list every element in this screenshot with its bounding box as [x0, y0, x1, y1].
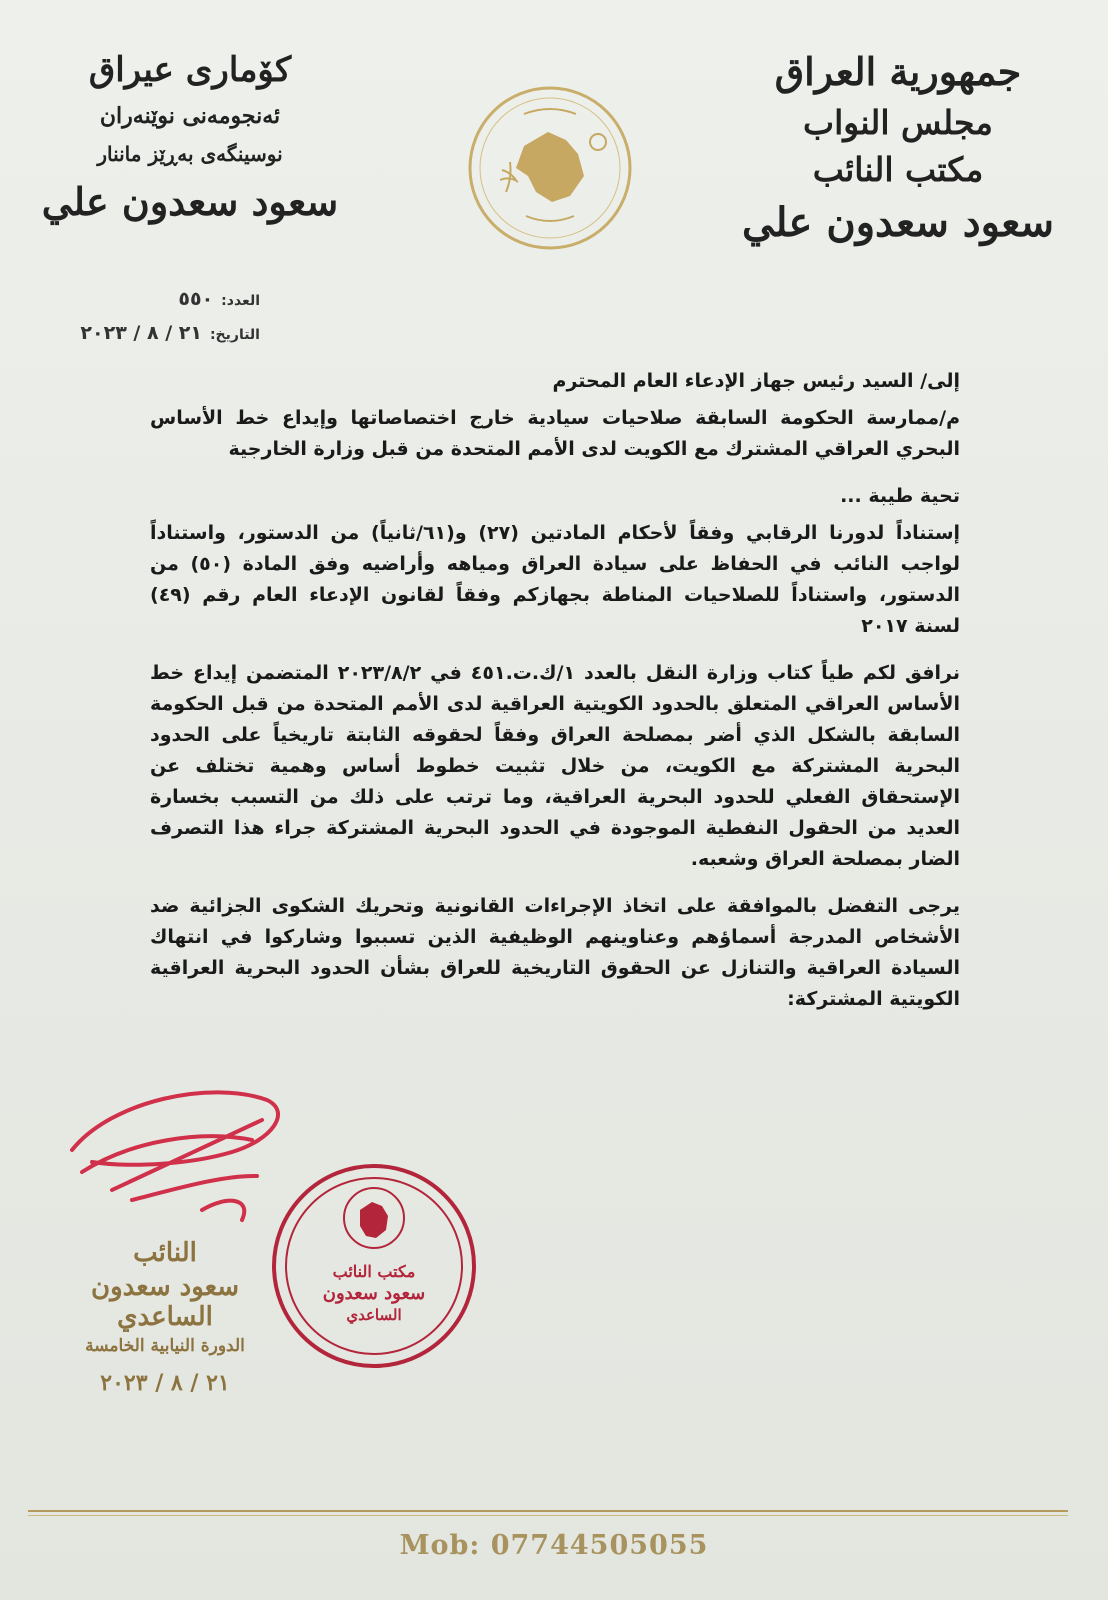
- letter-addressee: إلى/ السيد رئيس جهاز الإدعاء العام المحترم: [552, 370, 960, 392]
- letter-body: [150, 366, 960, 1031]
- iraq-parliament-emblem-icon: [466, 84, 634, 252]
- letter-paragraph-2: نرافق لكم طياً كتاب وزارة النقل بالعدد ١/ك.ت.٤٥١ في ٢٠٢٣/٨/٢ المتضمن إيداع خط الأساس العراقي المتعلق بالحدود الكويتية العراقية لدى الأمم المتحدة من قبل الحكومة السابقة بالشكل الذي أضر بمصلحة العراق وفقاً لحقوقه الثابتة تاريخياً على الحدود البحرية المشتركة مع الكويت، من خلال تثبيت خطوط أساس وهمية تختلف عن الإستحقاق الفعلي للحدود البحرية العراقية، وما ترتب على ذلك من التسبب بخسارة العديد من الحقول النفطية الموجودة في الحدود البحرية المشتركة جراء هذا التصرف الضار بمصلحة العراق وشعبه.: [150, 662, 960, 870]
- letterhead-republic: جمهورية العراق: [774, 49, 1022, 94]
- stamp-line-3: الساعدي: [346, 1306, 402, 1324]
- letter-subject: م/ممارسة الحكومة السابقة صلاحيات سيادية خارج اختصاصاتها وإيداع خط الأساس البحري العراقي المشترك مع الكويت لدى الأمم المتحدة من قبل وزارة الخارجية: [150, 407, 960, 460]
- signatory-session: الدورة النيابية الخامسة: [85, 1336, 245, 1356]
- letterhead-kurdish-mp-name: سعود سعدون علي: [41, 178, 339, 224]
- letter-paragraph-1: إستناداً لدورنا الرقابي وفقاً لأحكام المادتين (٢٧) و(٦١/ثانياً) من الدستور، واستناداً لواجب النائب في الحفاظ على سيادة العراق ومياهه وأراضيه وفق المادة (٥٠) من الدستور، واستناداً للصلاحيات المناطة بجهازكم وفقاً لقانون الإدعاء العام رقم (٤٩) لسنة ٢٠١٧: [150, 522, 961, 637]
- signature-block: [60, 1238, 270, 1396]
- stamp-line-1: مكتب النائب: [332, 1262, 416, 1281]
- signatory-title: النائب: [133, 1238, 197, 1268]
- letterhead-kurdish-office: نوسینگەی بەڕێز ماننار: [97, 141, 283, 166]
- footer-mobile-number: Mob: 07744505055: [399, 1530, 709, 1561]
- reference-number-label: العدد:: [221, 293, 260, 309]
- letterhead-arabic: [738, 48, 1058, 248]
- reference-block: [55, 288, 260, 356]
- signatory-name: سعود سعدون الساعدي: [90, 1272, 239, 1332]
- reference-date-label: التاريخ:: [209, 327, 260, 343]
- stamp-line-2: سعود سعدون: [322, 1283, 426, 1304]
- letterhead-mp-name: سعود سعدون علي: [741, 199, 1055, 246]
- stamp-text: [268, 1262, 480, 1324]
- handwritten-signature: [52, 1080, 292, 1230]
- letterhead-office: مكتب النائب: [812, 149, 984, 189]
- letter-paragraph-3: يرجى التفضل بالموافقة على اتخاذ الإجراءات القانونية وتحريك الشكوى الجزائية ضد الأشخاص المدرجة أسماؤهم وعناوينهم الوظيفية الذين تسببوا وشاركوا في انتهاك السيادة العراقية والتنازل عن الحقوق التاريخية للعراق بشأن الحدود البحرية العراقية الكويتية المشتركة:: [150, 895, 960, 1010]
- signature-date: ٢١ / ٨ / ٢٠٢٣: [100, 1370, 230, 1396]
- letterhead-kurdish-council: ئەنجومەنی نوێنەران: [99, 103, 281, 130]
- footer-rule-thin: [28, 1515, 1068, 1516]
- reference-number-value: ٥٥٠: [178, 288, 214, 310]
- reference-date-value: ٢١ / ٨ / ٢٠٢٣: [80, 322, 202, 344]
- footer-rule: [28, 1510, 1068, 1512]
- letter-greeting: تحية طيبة ...: [840, 485, 960, 507]
- letterhead-kurdish: [40, 48, 340, 226]
- reference-number-row: [55, 288, 260, 310]
- reference-date-row: [55, 322, 260, 344]
- letterhead-council: مجلس النواب: [803, 102, 993, 142]
- letterhead-kurdish-republic: كۆماری عیراق: [88, 50, 292, 90]
